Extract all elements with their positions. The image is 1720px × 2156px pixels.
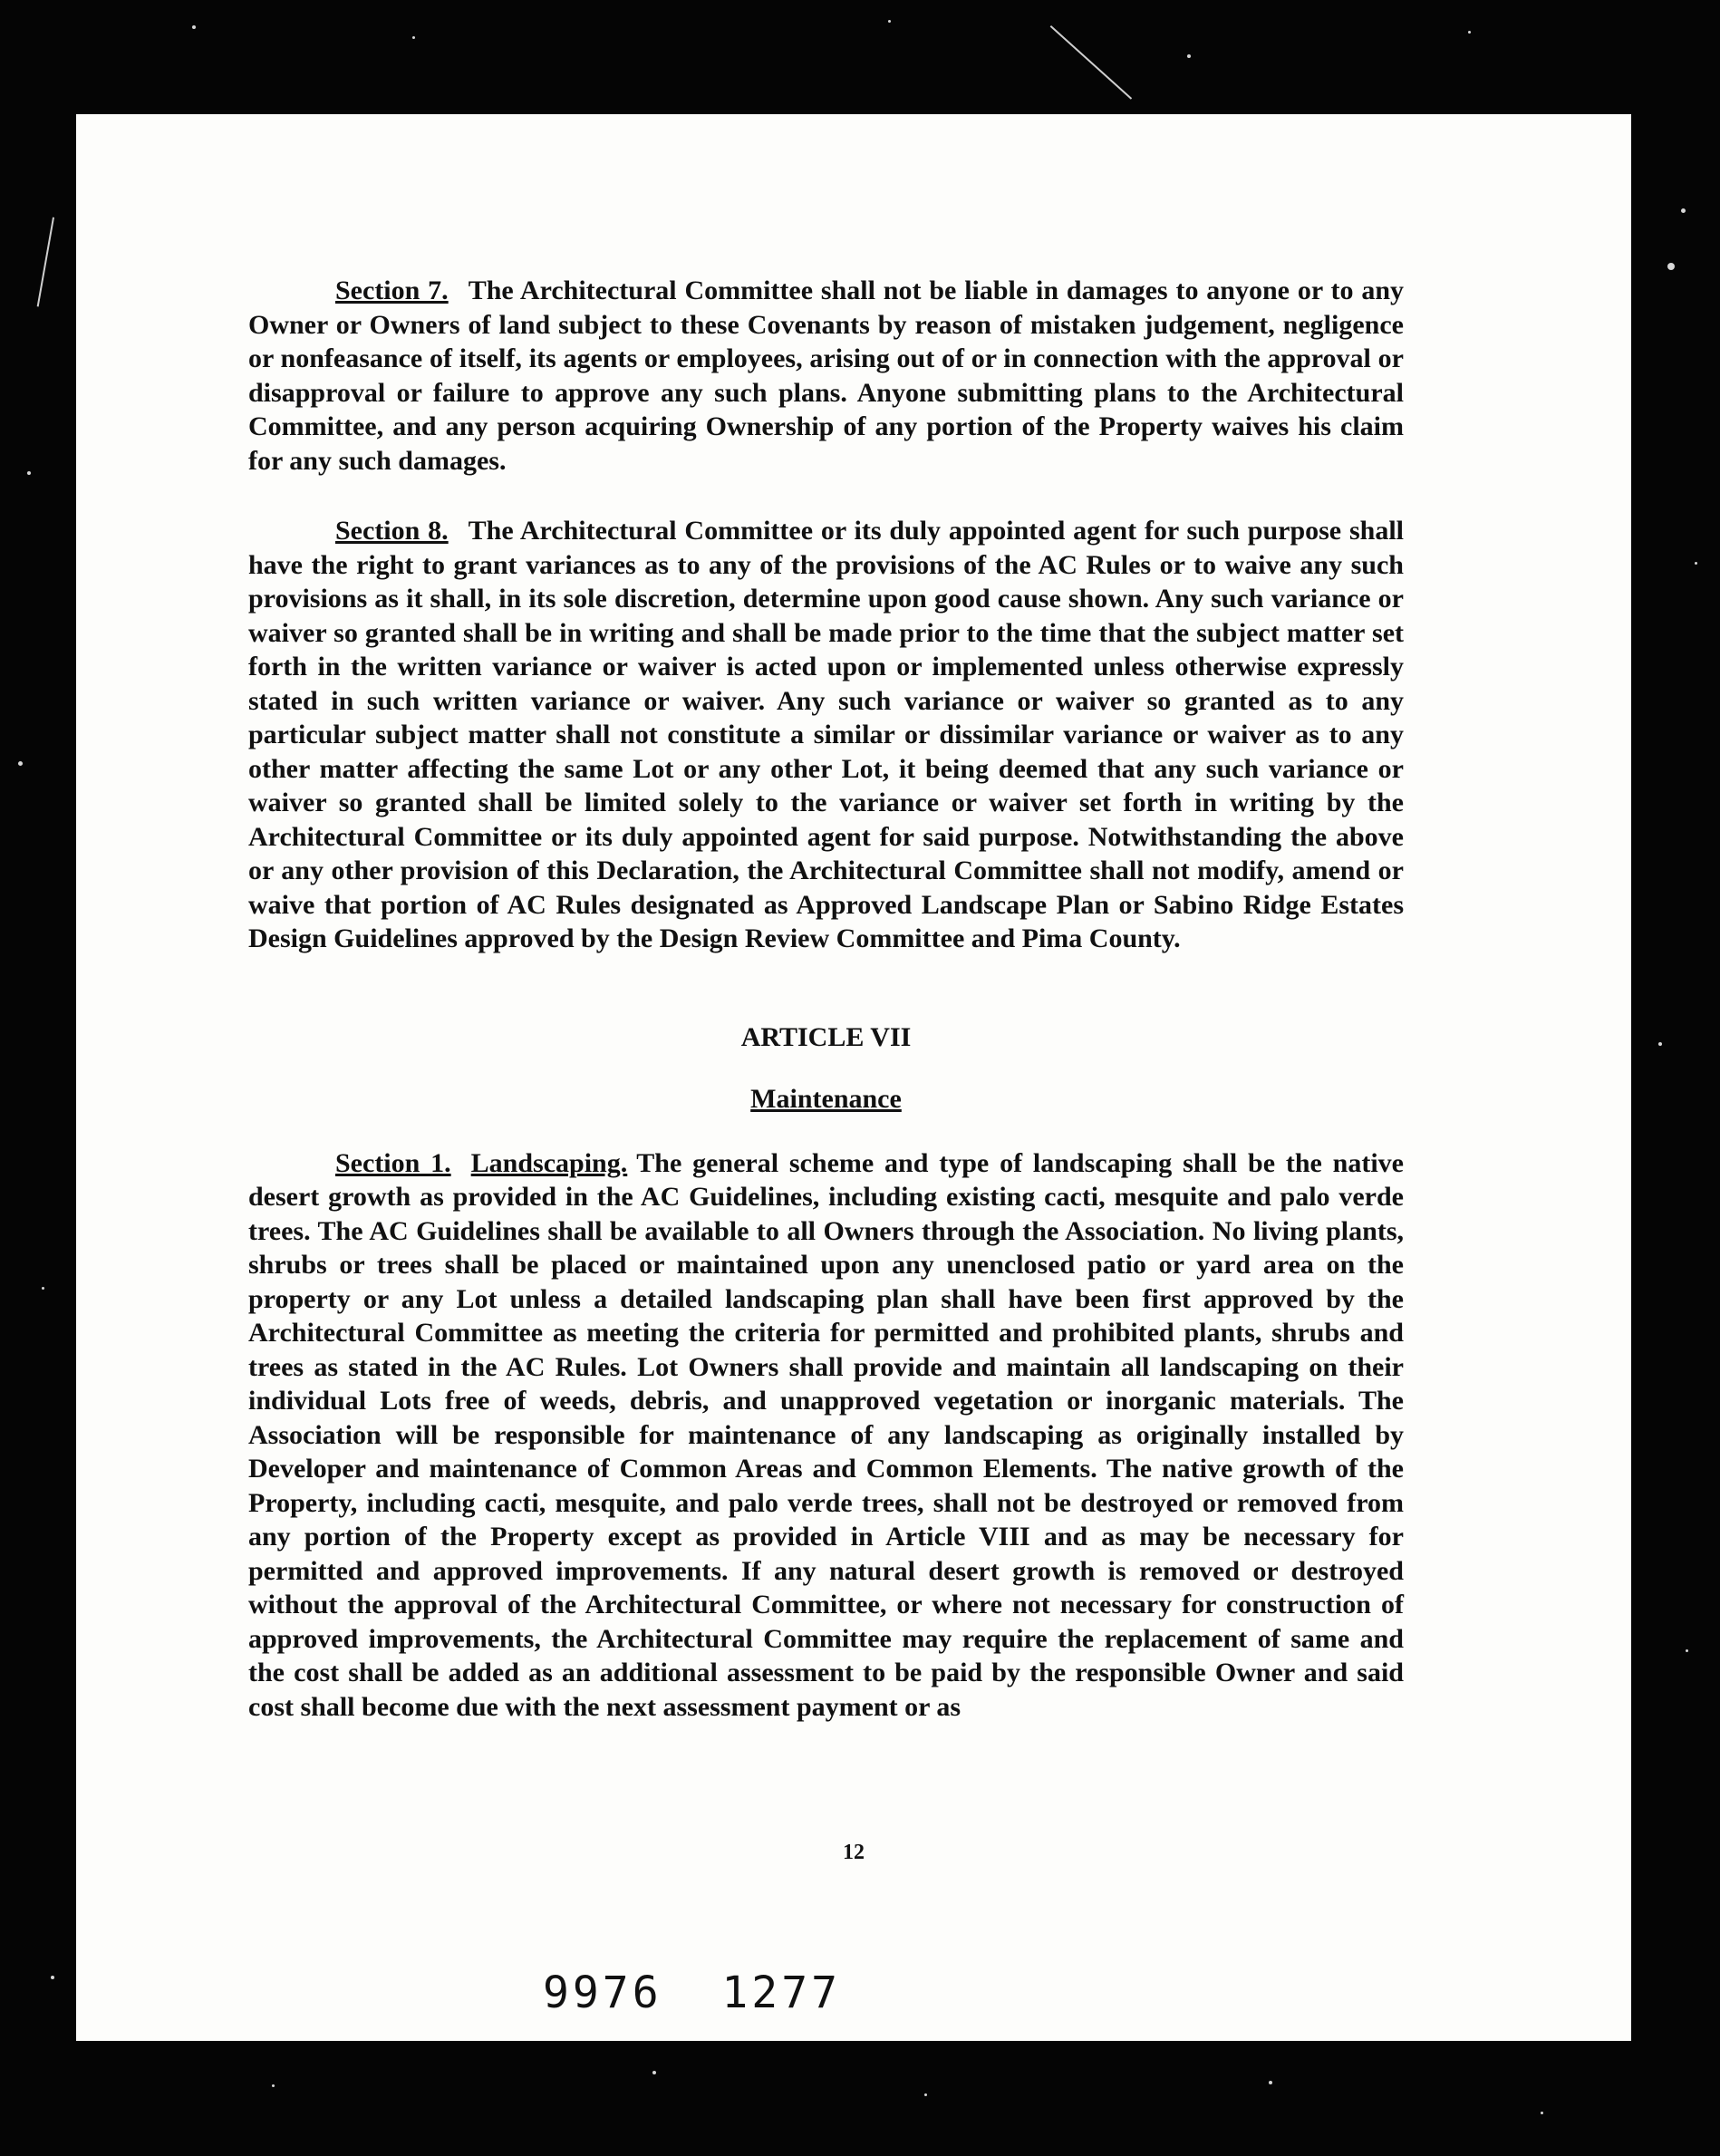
scan-speck <box>1187 54 1191 58</box>
scan-speck <box>27 471 31 475</box>
scan-speck <box>1681 208 1686 213</box>
page-number: 12 <box>843 1841 865 1864</box>
section-1-text: The general scheme and type of landscaping shall be the native desert growth as provided in the AC Guidelines, including existing cacti, mesquite and palo verde trees. The AC Guidelines shall be available to all Owners through the Association. No living plants, shrubs or trees shall be placed or maintained upon any unenclosed patio or yard area on the property or any Lot unless a detailed landscaping plan shall have been first approved by the Architectural Committee as meeting the criteria for permitted and prohibited plants, shrubs and trees as stated in the AC Rules. Lot Owners shall provide and maintain all landscaping on their individual Lots free of weeds, debris, and unapproved vegetation or inorganic materials. The Association will be responsible for maintenance of any landscaping as originally installed by Developer and maintenance of Common Areas and Common Elements. The native growth of the Property, including cacti, mesquite, and palo verde trees, shall not be destroyed or removed from any portion of the Property except as provided in Article VIII and as may be necessary for permitted and approved improvements. If any natural desert growth is removed or destroyed without the approval of the Architectural Committee, or where not necessary for construction of approved improvements, the Architectural Committee may require the replacement of same and the cost shall be added as an additional assessment to be paid by the responsible Owner and said cost shall become due with the next assessment payment or as <box>248 1147 1404 1722</box>
scan-speck <box>1468 31 1471 34</box>
section-7-paragraph <box>248 274 1404 478</box>
scan-line <box>37 218 54 307</box>
section-8-heading: Section 8. <box>335 516 449 546</box>
scan-speck <box>924 2093 927 2096</box>
scan-speck <box>652 2071 656 2074</box>
scan-speck <box>42 1287 44 1290</box>
section-7-heading: Section 7. <box>335 276 449 305</box>
scan-speck <box>1269 2081 1272 2084</box>
scan-speck <box>192 25 196 29</box>
section-1-subheading: Landscaping. <box>470 1147 628 1178</box>
scan-speck <box>1667 263 1675 270</box>
section-8-text: The Architectural Committee or its duly appointed agent for such purpose shall have the right to grant variances as to any of the provisions of the AC Rules or to waive any such provisions as it shall, in its sole discretion, determine upon good cause shown. Any such variance or waiver so granted shall be in writing and shall be made prior to the time that the subject matter set forth in the written variance or waiver is acted upon or implemented unless otherwise expressly stated in such written variance or waiver. Any such variance or waiver so granted as to any particular subject matter shall not constitute a similar or dissimilar variance or waiver as to any other matter affecting the same Lot or any other Lot, it being deemed that any such variance or waiver so granted shall be limited solely to the variance or waiver set forth in writing by the Architectural Committee or its duly appointed agent for said purpose. Notwithstanding the above or any other provision of this Declaration, the Architectural Committee shall not modify, amend or waive that portion of AC Rules designated as Approved Landscape Plan or Sabino Ridge Estates Design Guidelines approved by the Design Review Committee and Pima County. <box>248 516 1404 953</box>
article-subtitle: Maintenance <box>750 1083 902 1114</box>
scan-speck <box>1658 1042 1662 1046</box>
scan-speck <box>18 761 23 766</box>
scan-speck <box>412 36 415 39</box>
document-body <box>248 274 1404 1724</box>
scan-line <box>1050 25 1133 100</box>
scan-speck <box>1695 562 1697 565</box>
section-1-paragraph <box>248 1146 1404 1725</box>
section-1-heading: Section 1. <box>335 1147 451 1178</box>
scan-speck <box>51 1976 54 1979</box>
document-page <box>76 114 1631 2041</box>
scan-speck <box>1541 2112 1543 2114</box>
article-title: ARTICLE VII <box>740 1021 912 1052</box>
recording-number-stamp: 9976 1277 <box>543 1967 841 2018</box>
scan-speck <box>272 2084 275 2087</box>
section-7-text: The Architectural Committee shall not be liable in damages to anyone or to any Owner or Owners of land subject to these Covenants by reason of mistaken judgement, negligence or nonfeasance of itself, its agents or employees, arising out of or in connection with the approval or disapproval or failure to approve any such plans. Anyone submitting plans to the Architectural Committee, and any person acquiring Ownership of any portion of the Property waives his claim for any such damages. <box>248 276 1404 476</box>
section-8-paragraph <box>248 514 1404 956</box>
scan-speck <box>1686 1649 1688 1652</box>
scan-speck <box>888 20 891 23</box>
